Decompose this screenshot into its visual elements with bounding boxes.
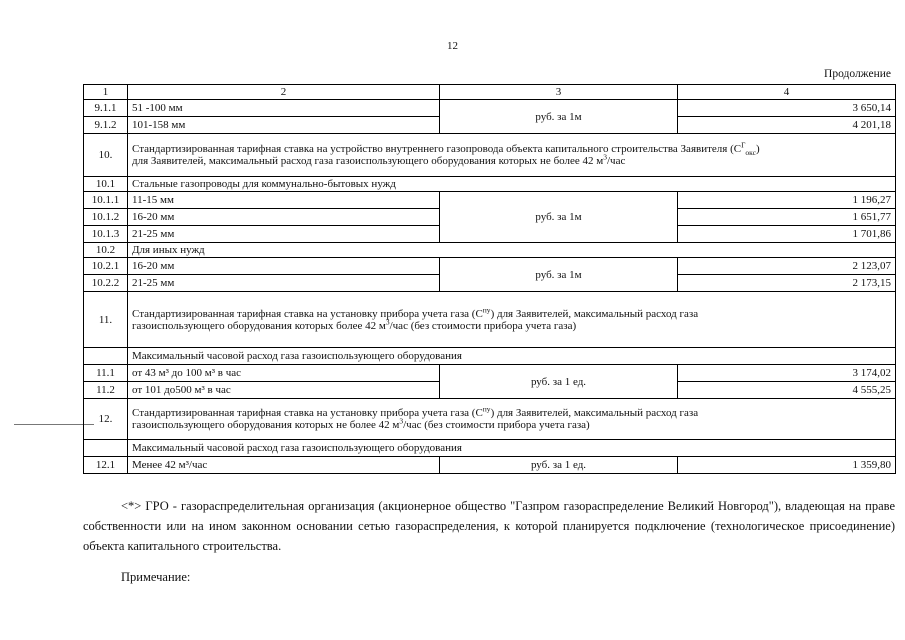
table-row [84,348,896,365]
desc-sup: 3 [385,316,390,326]
column-header: 3 [440,85,678,100]
row-number: 12. [84,399,128,440]
row-name: 101-158 мм [128,117,440,134]
desc-sub: окс [745,148,756,158]
row-number: 10. [84,134,128,177]
row-value: 3 174,02 [678,365,896,382]
desc-text: Стандартизированная тарифная ставка на устройство внутреннего газопровода объекта капитального строительства Заявителя (С [132,143,742,155]
desc-text: для Заявителей, максимальный расход газа газоиспользующего оборудования которых не более 42 м [132,155,604,167]
desc-text: газоиспользующего оборудования которых более 42 м [132,319,386,332]
table-row [84,457,896,474]
row-number: 9.1.1 [84,100,128,117]
desc-sup: пу [482,404,491,414]
row-number [84,440,128,457]
row-number: 12.1 [84,457,128,474]
tariff-table [83,84,896,474]
desc-sup: Г [741,140,746,150]
row-name: Стальные газопроводы для коммунально-бытовых нужд [128,177,896,192]
row-number: 10.2 [84,243,128,258]
column-header: 2 [128,85,440,100]
desc-sup: 3 [603,152,607,162]
row-name: 11-15 мм [128,192,440,209]
table-row [84,440,896,457]
desc-sup: пу [482,304,491,314]
row-unit: руб. за 1м [440,100,678,134]
row-value: 4 555,25 [678,382,896,399]
table-row [84,192,896,209]
row-name: от 101 до500 м³ в час [128,382,440,399]
row-name: Максимальный часовой расход газа газоиспользующего оборудования [128,440,896,457]
desc-sup: 3 [399,416,404,426]
row-value: 1 359,80 [678,457,896,474]
desc-text: /час (без стоимости прибора учета газа) [389,319,577,332]
row-number: 10.2.1 [84,258,128,275]
row-number: 10.1 [84,177,128,192]
table-row [84,399,896,440]
row-value: 1 701,86 [678,226,896,243]
desc-text: ) для Заявителей, максимальный расход газа [490,407,699,419]
row-name: 21-25 мм [128,226,440,243]
row-number: 10.2.2 [84,275,128,292]
row-name: 21-25 мм [128,275,440,292]
table-row [84,177,896,192]
table-row [84,365,896,382]
desc-text: газоиспользующего оборудования которых не более 42 м [132,419,400,431]
column-header: 4 [678,85,896,100]
row-description [128,134,896,177]
row-name: 16-20 мм [128,209,440,226]
page-number: 12 [447,40,458,52]
row-number: 9.1.2 [84,117,128,134]
table-row [84,100,896,117]
row-number: 11.2 [84,382,128,399]
continuation-label: Продолжение [824,68,891,80]
row-number: 10.1.1 [84,192,128,209]
table-row [84,292,896,348]
row-number: 10.1.3 [84,226,128,243]
row-value: 1 651,77 [678,209,896,226]
row-description [128,399,896,440]
row-number: 11.1 [84,365,128,382]
row-number: 11. [84,292,128,348]
table-row [84,243,896,258]
row-number: 10.1.2 [84,209,128,226]
desc-text: /час [606,155,626,167]
row-name: 16-20 мм [128,258,440,275]
table-header-row [84,85,896,100]
row-unit: руб. за 1м [440,192,678,243]
row-number [84,348,128,365]
desc-text: /час (без стоимости прибора учета газа) [403,419,590,431]
row-unit: руб. за 1 ед. [440,365,678,399]
row-name: Менее 42 м³/час [128,457,440,474]
margin-line [14,424,94,425]
row-name: Для иных нужд [128,243,896,258]
desc-text: ) [755,143,760,155]
row-description [128,292,896,348]
row-name: от 43 м³ до 100 м³ в час [128,365,440,382]
row-name: 51 -100 мм [128,100,440,117]
note-label: Примечание: [121,570,191,584]
row-value: 3 650,14 [678,100,896,117]
row-value: 1 196,27 [678,192,896,209]
footnote: <*> ГРО - газораспределительная организация (акционерное общество "Газпром газораспределение Великий Новгород"), владеющая на праве собственности или на ином законном основании сетью газораспределения, к которой планируется подключение (технологическое присоединение) объекта капитального строительства. [83,499,895,553]
row-value: 2 123,07 [678,258,896,275]
row-unit: руб. за 1м [440,258,678,292]
row-name: Максимальный часовой расход газа газоиспользующего оборудования [128,348,896,365]
table-row [84,134,896,177]
table-row [84,258,896,275]
desc-text: ) для Заявителей, максимальный расход газа [490,307,699,320]
row-value: 4 201,18 [678,117,896,134]
column-header: 1 [84,85,128,100]
row-unit: руб. за 1 ед. [440,457,678,474]
row-value: 2 173,15 [678,275,896,292]
desc-text: Стандартизированная тарифная ставка на установку прибора учета газа (С [132,407,483,419]
desc-text: Стандартизированная тарифная ставка на установку прибора учета газа (С [132,307,483,320]
